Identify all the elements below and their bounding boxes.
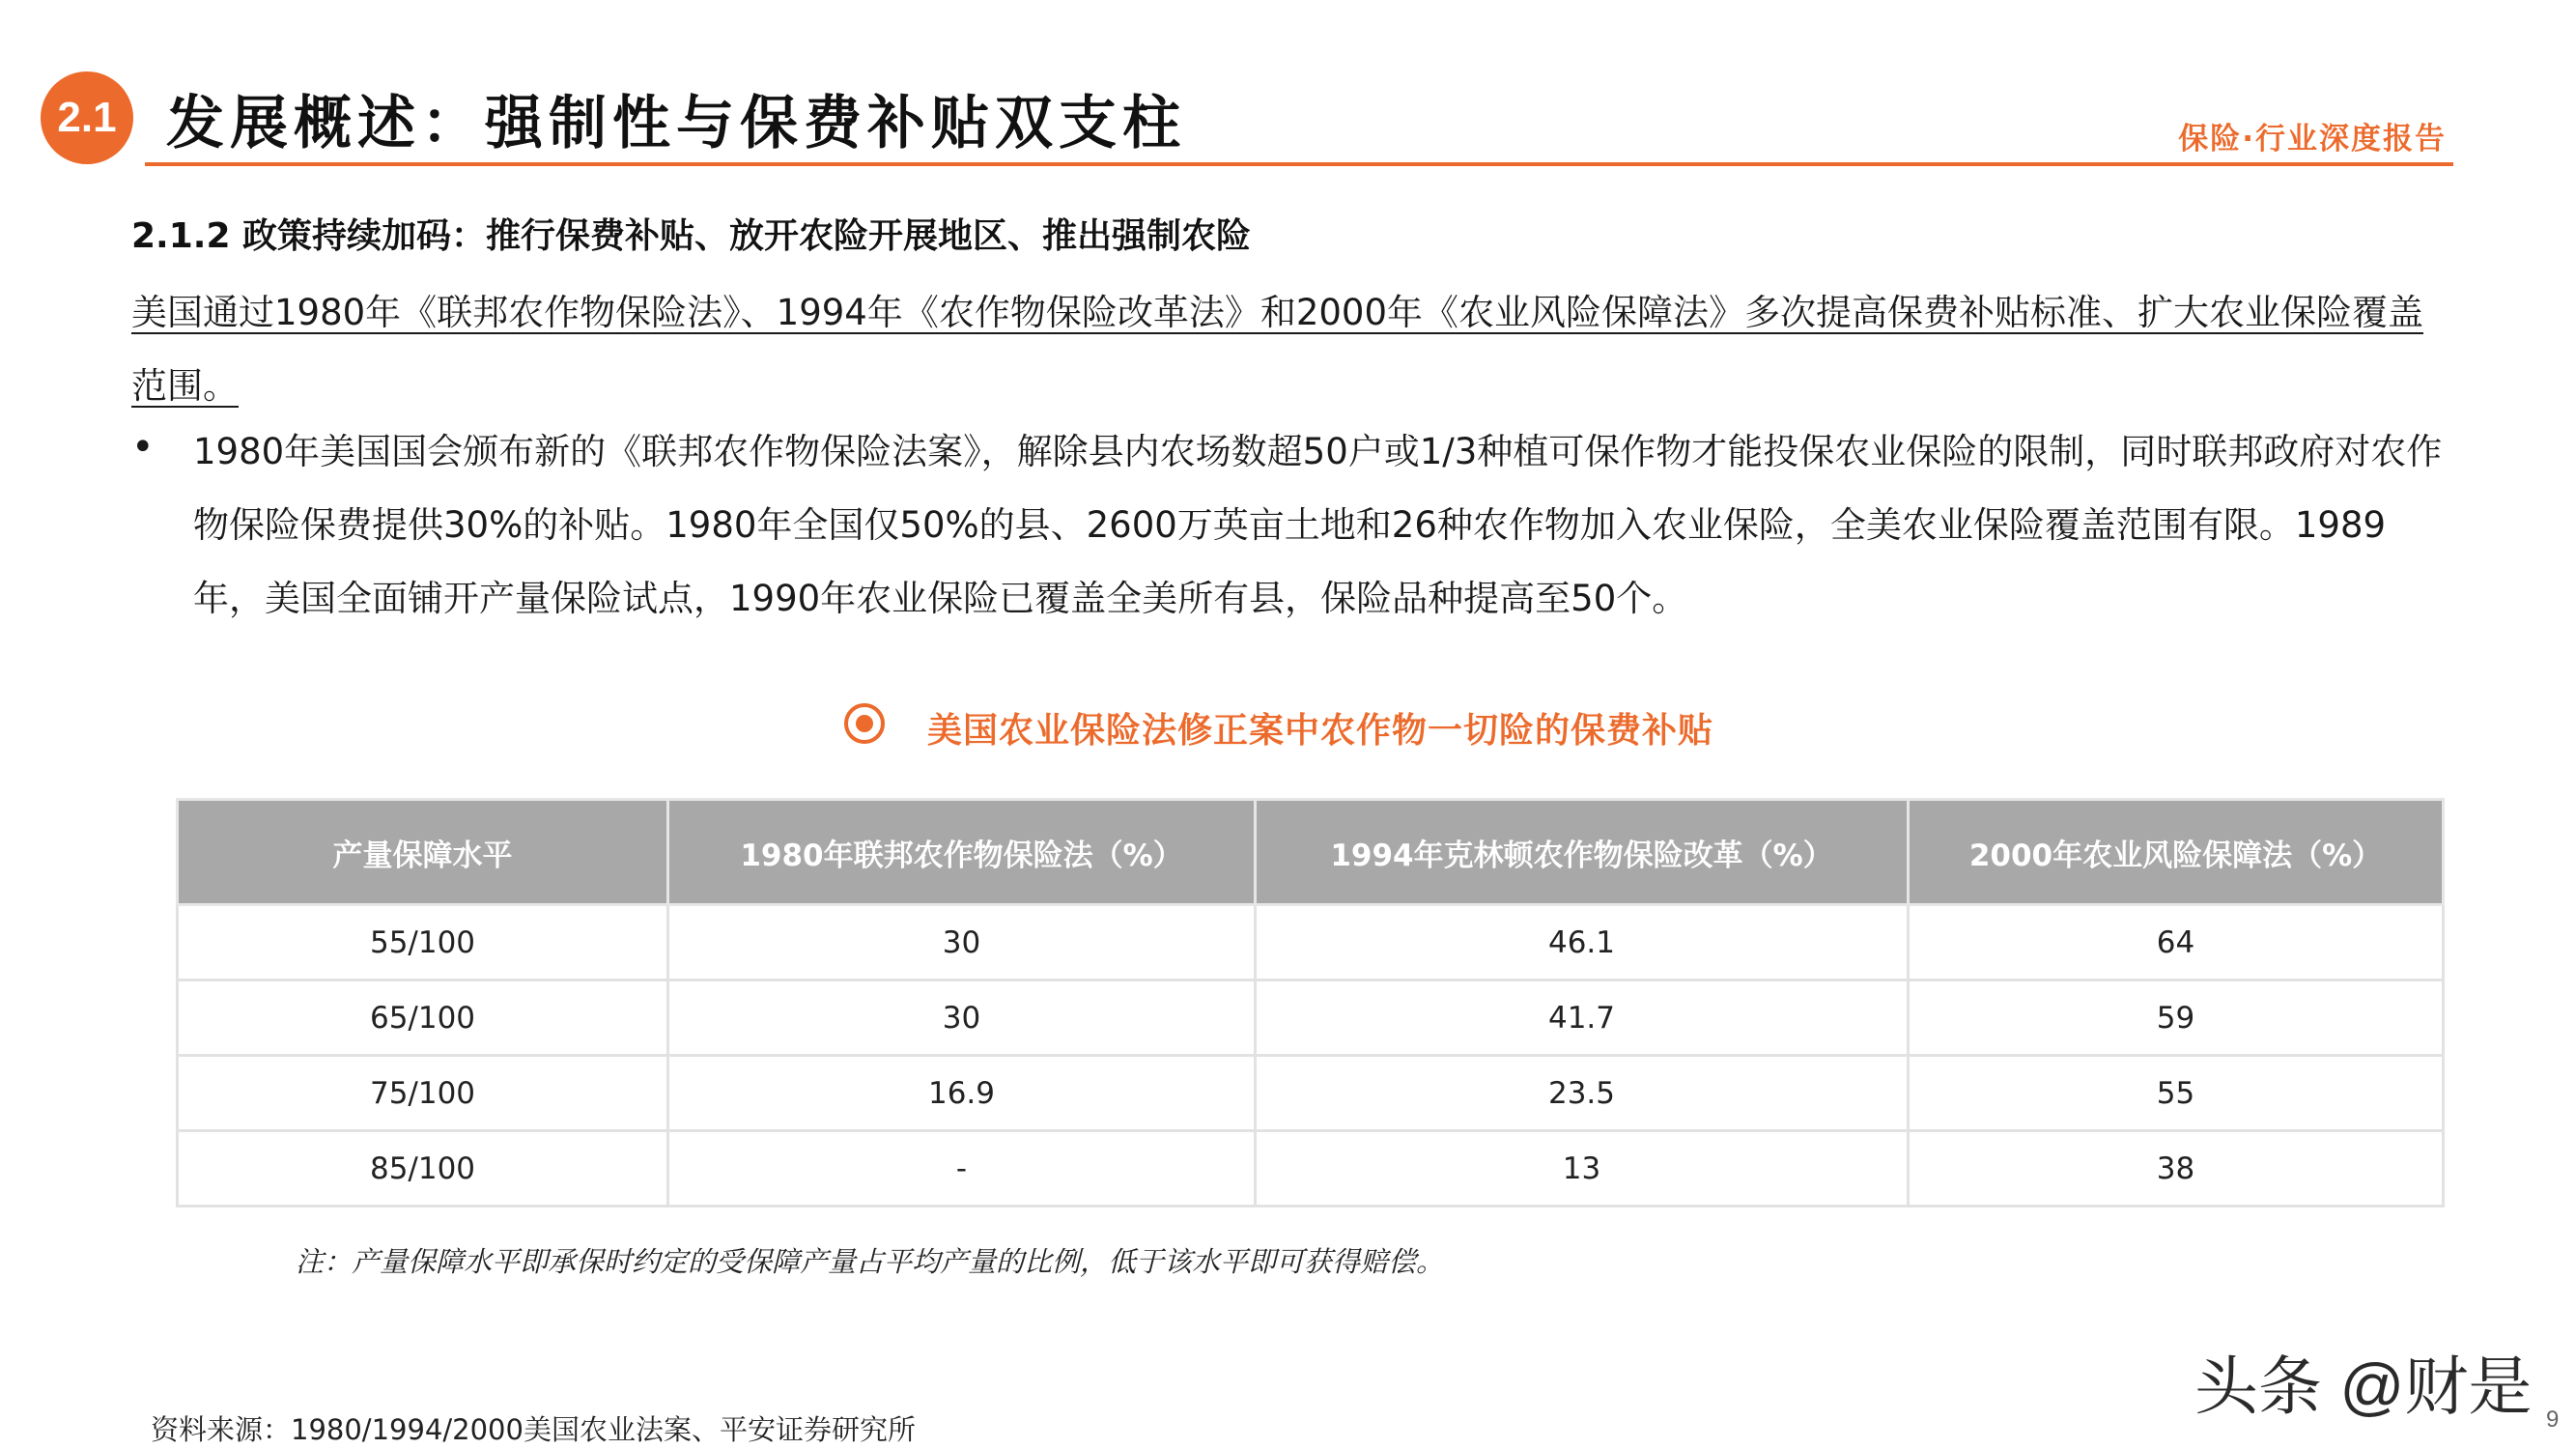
table-header-cell: 1994年克林顿农作物保险改革（%） — [1256, 800, 1909, 905]
table-row — [178, 905, 2444, 980]
section-subheading: 2.1.2 政策持续加码：推行保费补贴、放开农险开展地区、推出强制农险 — [131, 216, 1252, 256]
table-cell: 46.1 — [1256, 905, 1909, 980]
table-cell: 23.5 — [1256, 1056, 1909, 1131]
page-number: 9 — [2546, 1406, 2560, 1433]
table-note: 注：产量保障水平即承保时约定的受保障产量占平均产量的比例，低于该水平即可获得赔偿。 — [296, 1245, 1445, 1278]
report-tag: 保险·行业深度报告 — [2178, 122, 2447, 156]
table-title: 美国农业保险法修正案中农作物一切险的保费补贴 — [927, 711, 1714, 751]
table-cell: 13 — [1256, 1131, 1909, 1207]
section-number-badge: 2.1 — [41, 71, 133, 164]
table-header-row — [178, 800, 2444, 905]
source-citation: 资料来源：1980/1994/2000美国农业法案、平安证券研究所 — [151, 1413, 916, 1446]
table-cell: 16.9 — [668, 1056, 1256, 1131]
target-icon — [844, 703, 885, 744]
watermark: 头条 @财是 — [2194, 1350, 2533, 1422]
table-cell: 85/100 — [178, 1131, 668, 1207]
table-header-cell: 产量保障水平 — [178, 800, 668, 905]
table-cell: - — [668, 1131, 1256, 1207]
table-cell: 38 — [1909, 1131, 2444, 1207]
table-header-cell: 1980年联邦农作物保险法（%） — [668, 800, 1256, 905]
bullet-paragraph: 1980年美国国会颁布新的《联邦农作物保险法案》，解除县内农场数超50户或1/3种植可保作物才能投保农业保险的限制，同时联邦政府对农作物保险保费提供30%的补贴。1980年全国仅50%的县、2600万英亩土地和26种农作物加入农业保险，全美农业保险覆盖范围有限。1989年，美国全面铺开产量保险试点，1990年农业保险已覆盖全美所有县，保险品种提高至50个。 — [193, 431, 2443, 619]
table-cell: 65/100 — [178, 980, 668, 1056]
intro-paragraph — [131, 276, 2453, 423]
table-cell: 55/100 — [178, 905, 668, 980]
table-cell: 75/100 — [178, 1056, 668, 1131]
table-row — [178, 1131, 2444, 1207]
table-row — [178, 1056, 2444, 1131]
page-title: 发展概述：强制性与保费补贴双支柱 — [166, 90, 1186, 157]
header-divider — [145, 162, 2453, 166]
intro-text: 美国通过1980年《联邦农作物保险法》、1994年《农作物保险改革法》和2000年《农业风险保障法》多次提高保费补贴标准、扩大农业保险覆盖范围。 — [131, 292, 2423, 407]
table-row — [178, 980, 2444, 1056]
table-cell: 30 — [668, 980, 1256, 1056]
bullet-icon: • — [131, 425, 155, 469]
table-cell: 30 — [668, 905, 1256, 980]
table-cell: 55 — [1909, 1056, 2444, 1131]
table-header-cell: 2000年农业风险保障法（%） — [1909, 800, 2444, 905]
table-cell: 64 — [1909, 905, 2444, 980]
table-cell: 41.7 — [1256, 980, 1909, 1056]
subsidy-table — [176, 798, 2445, 1208]
table-cell: 59 — [1909, 980, 2444, 1056]
